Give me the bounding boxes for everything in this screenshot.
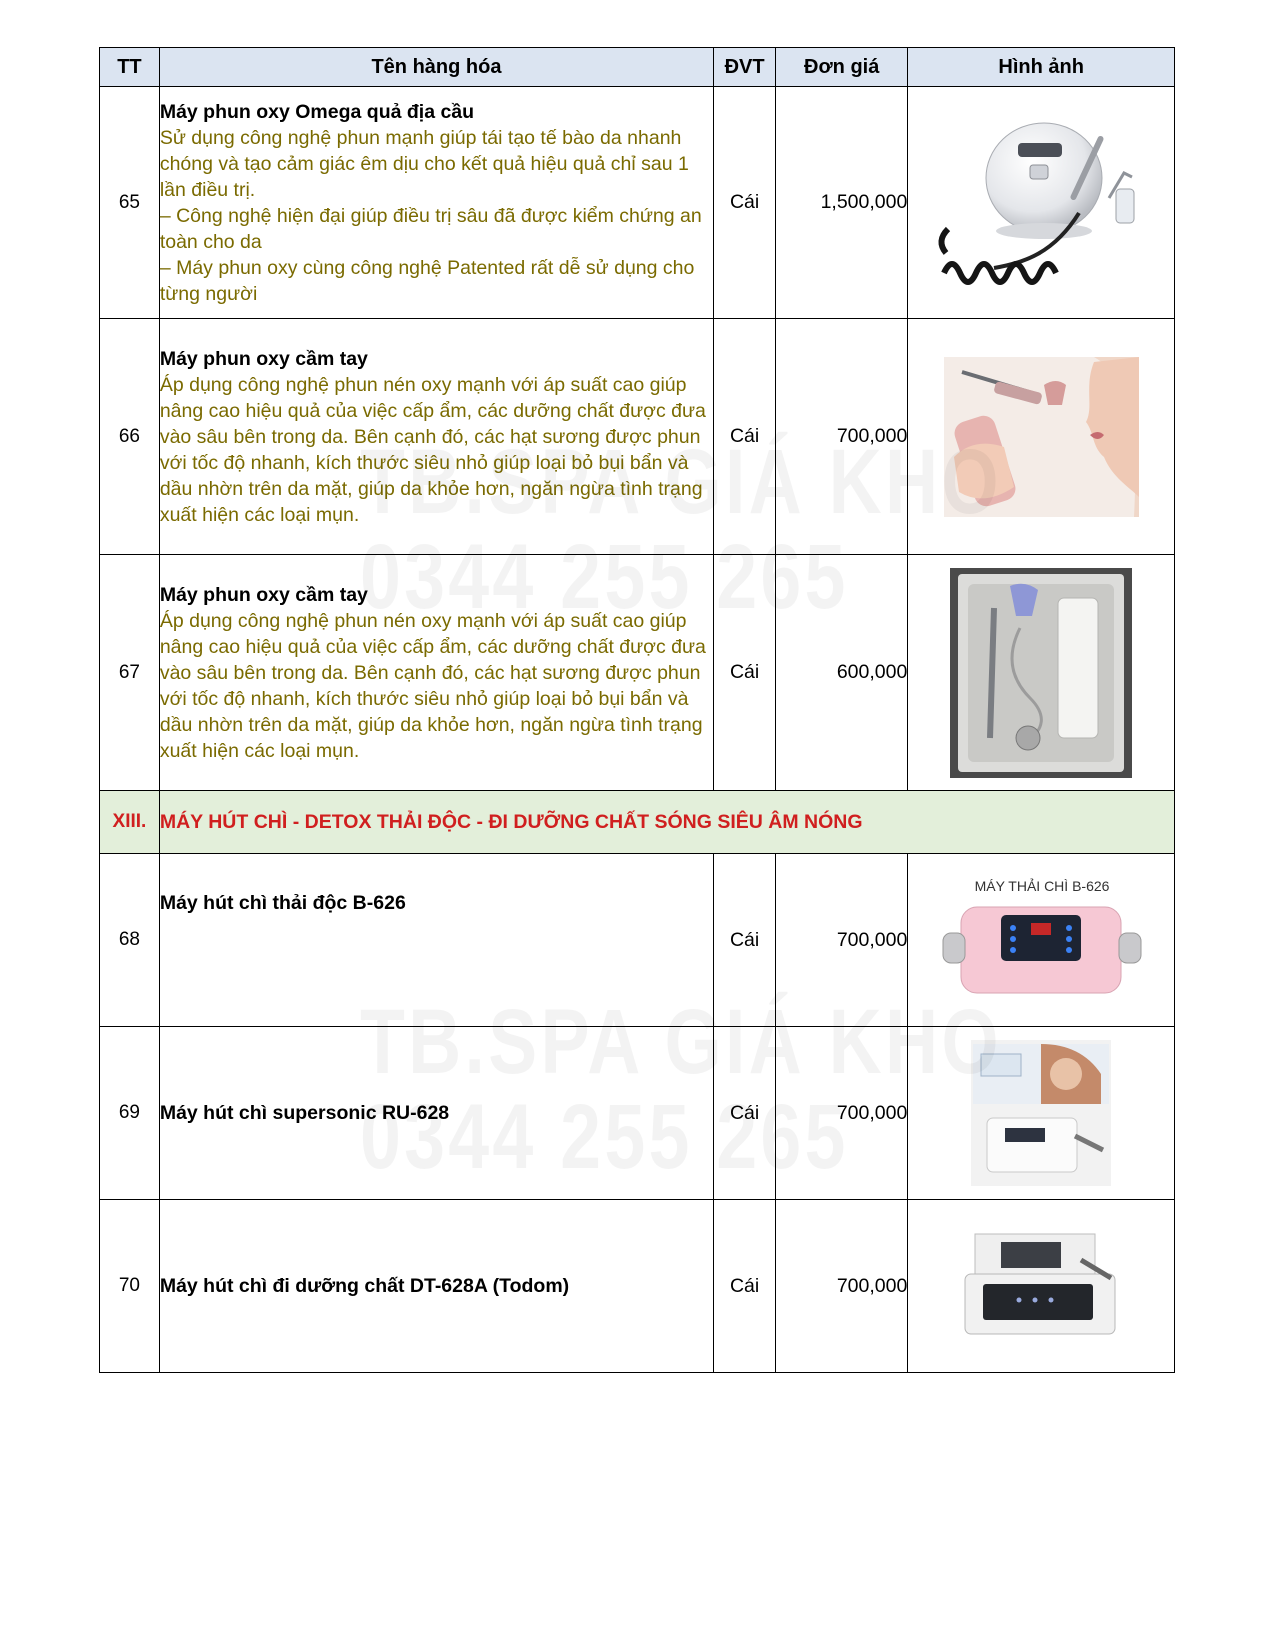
price-table xyxy=(99,47,1175,1373)
table-row xyxy=(100,555,1175,791)
row-price: 700,000 xyxy=(776,1200,908,1373)
oxygen-sprayer-kit-box-image xyxy=(950,568,1132,778)
row-unit: Cái xyxy=(714,87,776,319)
product-description: – Máy phun oxy cùng công nghệ Patented rất dễ sử dụng cho từng người xyxy=(159,256,695,305)
table-row xyxy=(100,319,1175,555)
row-price: 600,000 xyxy=(776,555,908,791)
row-unit: Cái xyxy=(714,1027,776,1200)
row-name-cell xyxy=(159,854,713,1027)
detox-machine-b626-image xyxy=(939,873,1144,1008)
header-image: Hình ảnh xyxy=(908,48,1175,87)
row-name-cell xyxy=(159,319,713,555)
product-description: Sử dụng công nghệ phun mạnh giúp tái tạo tế bào da nhanh chóng và tạo cảm giác êm dịu cho kết quả hiệu quả chỉ sau 1 lần điều trị. xyxy=(159,126,689,201)
row-name-cell xyxy=(159,1027,713,1200)
row-name-cell xyxy=(159,555,713,791)
row-price: 700,000 xyxy=(776,854,908,1027)
row-name-cell xyxy=(159,87,713,319)
product-description: – Công nghệ hiện đại giúp điều trị sâu đã được kiểm chứng an toàn cho da xyxy=(159,204,702,253)
product-name: Máy phun oxy cầm tay xyxy=(159,583,368,606)
product-image-cell xyxy=(908,1027,1175,1200)
row-price: 700,000 xyxy=(776,319,908,555)
row-tt: 69 xyxy=(100,1027,160,1200)
row-name-cell xyxy=(159,1200,713,1373)
product-image-cell xyxy=(908,555,1175,791)
section-number: XIII. xyxy=(100,791,160,854)
product-name: Máy hút chì đi dưỡng chất DT-628A (Todom) xyxy=(159,1275,570,1297)
row-tt: 65 xyxy=(100,87,160,319)
supersonic-ru628-box-image xyxy=(971,1040,1111,1186)
section-title: MÁY HÚT CHÌ - DETOX THẢI ĐỘC - ĐI DƯỠNG CHẤT SÓNG SIÊU ÂM NÓNG xyxy=(159,791,1174,854)
product-image-cell xyxy=(908,319,1175,555)
oxygen-globe-machine-image xyxy=(934,103,1149,303)
product-image-cell xyxy=(908,1200,1175,1373)
row-tt: 68 xyxy=(100,854,160,1027)
row-tt: 66 xyxy=(100,319,160,555)
product-name: Máy hút chì supersonic RU-628 xyxy=(159,1102,450,1124)
product-description: Áp dụng công nghệ phun nén oxy mạnh với áp suất cao giúp nâng cao hiệu quả của việc cấp ẩm, các dưỡng chất được đưa vào sâu bên trong da. Bên cạnh đó, các hạt sương được phun với tốc độ nhanh, kích thước siêu nhỏ giúp loại bỏ bụi bẩn và dầu nhờn trên da mặt, giúp da khỏe hơn, ngăn ngừa tình trạng xuất hiện các loại mụn. xyxy=(159,609,706,762)
handheld-oxygen-sprayer-image xyxy=(944,357,1139,517)
header-unit: ĐVT xyxy=(714,48,776,87)
row-unit: Cái xyxy=(714,555,776,791)
dt628a-machine-image xyxy=(961,1230,1121,1342)
row-price: 700,000 xyxy=(776,1027,908,1200)
product-name: Máy hút chì thải độc B-626 xyxy=(159,892,406,914)
row-unit: Cái xyxy=(714,854,776,1027)
product-image-cell xyxy=(908,854,1175,1027)
row-tt: 70 xyxy=(100,1200,160,1373)
row-unit: Cái xyxy=(714,1200,776,1373)
section-row xyxy=(100,791,1175,854)
row-price: 1,500,000 xyxy=(776,87,908,319)
image-caption: MÁY THẢI CHÌ B-626 xyxy=(974,877,1110,894)
header-price: Đơn giá xyxy=(776,48,908,87)
header-name: Tên hàng hóa xyxy=(159,48,713,87)
table-header-row xyxy=(100,48,1175,87)
table-row xyxy=(100,87,1175,319)
product-image-cell xyxy=(908,87,1175,319)
row-tt: 67 xyxy=(100,555,160,791)
product-description: Áp dụng công nghệ phun nén oxy mạnh với áp suất cao giúp nâng cao hiệu quả của việc cấp ẩm, các dưỡng chất được đưa vào sâu bên trong da. Bên cạnh đó, các hạt sương được phun với tốc độ nhanh, kích thước siêu nhỏ giúp loại bỏ bụi bẩn và dầu nhờn trên da mặt, giúp da khỏe hơn, ngăn ngừa tình trạng xuất hiện các loại mụn. xyxy=(159,373,706,526)
table-row xyxy=(100,854,1175,1027)
product-name: Máy phun oxy cầm tay xyxy=(159,347,368,370)
header-tt: TT xyxy=(100,48,160,87)
row-unit: Cái xyxy=(714,319,776,555)
product-name: Máy phun oxy Omega quả địa cầu xyxy=(159,100,475,123)
table-row xyxy=(100,1200,1175,1373)
table-row xyxy=(100,1027,1175,1200)
